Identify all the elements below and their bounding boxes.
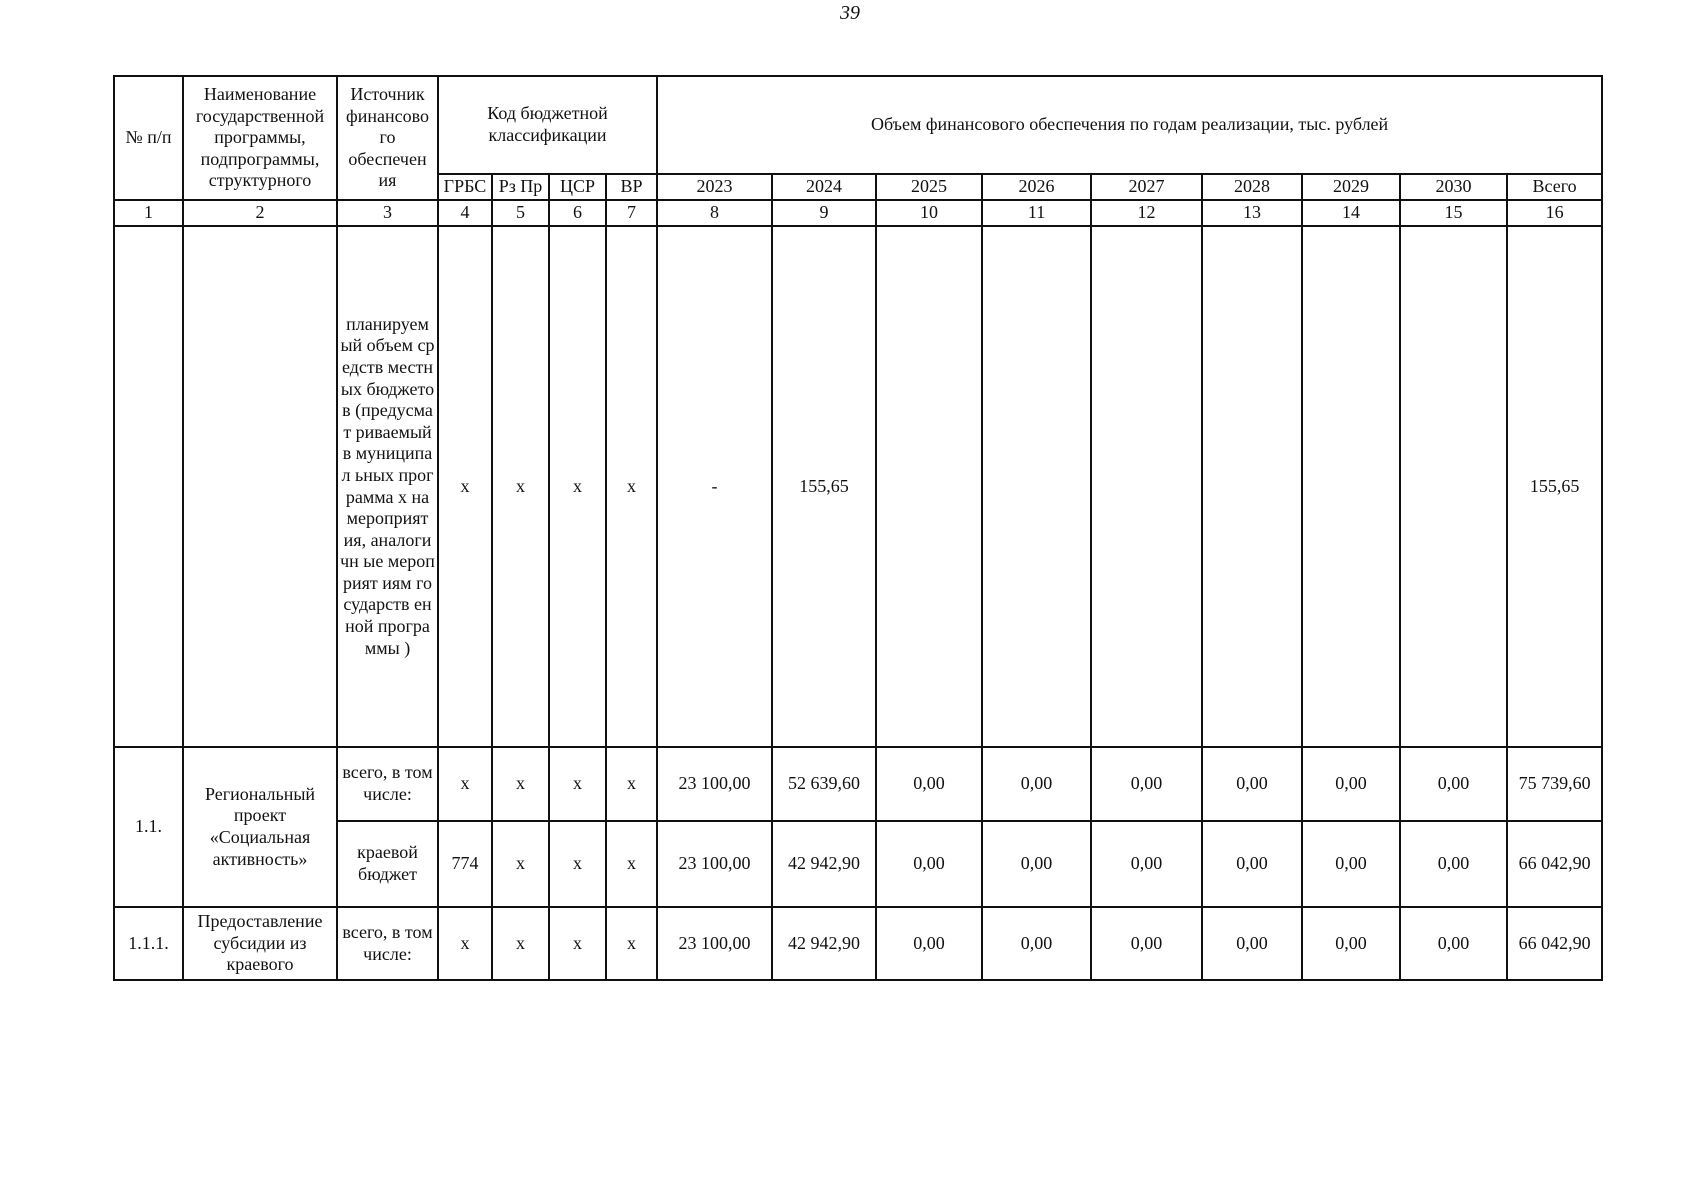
row-csr: x: [549, 747, 606, 821]
row-csr: x: [549, 907, 606, 980]
row-value-2025: 0,00: [876, 747, 982, 821]
header-grbs: ГРБС: [438, 174, 492, 200]
column-number: 16: [1507, 200, 1602, 226]
table-row: [114, 821, 1602, 907]
row-value-2024: 52 639,60: [772, 747, 876, 821]
row-value-2023: -: [657, 226, 772, 747]
row-num: [114, 226, 183, 747]
row-num: 1.1.: [114, 747, 183, 907]
page-number: 39: [840, 2, 860, 24]
row-value-2028: 0,00: [1202, 907, 1302, 980]
row-rzpr: x: [492, 907, 549, 980]
column-number: 2: [183, 200, 337, 226]
row-value-2026: [982, 226, 1091, 747]
row-value-2029: [1302, 226, 1400, 747]
row-grbs: 774: [438, 821, 492, 907]
row-value-2028: [1202, 226, 1302, 747]
row-value-2028: 0,00: [1202, 747, 1302, 821]
header-kbk: Код бюджетной классификации: [438, 76, 657, 174]
column-number: 11: [982, 200, 1091, 226]
row-num: 1.1.1.: [114, 907, 183, 980]
header-row: [114, 76, 1602, 174]
row-value-2027: 0,00: [1091, 747, 1202, 821]
header-volume: Объем финансового обеспечения по годам реализации, тыс. рублей: [657, 76, 1602, 174]
row-vr: x: [606, 226, 657, 747]
header-rzpr: Рз Пр: [492, 174, 549, 200]
row-source: планируем ый объем средств местных бюджетов (предусмат риваемый в муниципал ьных программа х на мероприят ия, аналогичн ые мероприят иям государств енной программы ): [337, 226, 438, 747]
column-number: 3: [337, 200, 438, 226]
header-csr: ЦСР: [549, 174, 606, 200]
column-number: 8: [657, 200, 772, 226]
header-vr: ВР: [606, 174, 657, 200]
row-name: [183, 226, 337, 747]
row-vr: x: [606, 907, 657, 980]
row-value-2027: 0,00: [1091, 907, 1202, 980]
row-csr: x: [549, 226, 606, 747]
row-value-2029: 0,00: [1302, 747, 1400, 821]
row-rzpr: x: [492, 747, 549, 821]
header-total: Всего: [1507, 174, 1602, 200]
row-value-2030: 0,00: [1400, 821, 1507, 907]
header-year-2029: 2029: [1302, 174, 1400, 200]
row-source: краевой бюджет: [337, 821, 438, 907]
row-source: всего, в том числе:: [337, 747, 438, 821]
row-name: Предоставление субсидии из краевого: [183, 907, 337, 980]
row-value-2023: 23 100,00: [657, 907, 772, 980]
row-value-2030: 0,00: [1400, 747, 1507, 821]
column-number: 7: [606, 200, 657, 226]
column-number: 1: [114, 200, 183, 226]
header-year-2023: 2023: [657, 174, 772, 200]
header-year-2030: 2030: [1400, 174, 1507, 200]
row-value-2030: 0,00: [1400, 907, 1507, 980]
row-vr: x: [606, 747, 657, 821]
row-value-2025: 0,00: [876, 907, 982, 980]
row-value-2025: [876, 226, 982, 747]
header-year-2026: 2026: [982, 174, 1091, 200]
row-value-2029: 0,00: [1302, 821, 1400, 907]
row-total: 75 739,60: [1507, 747, 1602, 821]
header-year-2027: 2027: [1091, 174, 1202, 200]
row-grbs: x: [438, 907, 492, 980]
budget-table: [113, 75, 1603, 981]
row-grbs: x: [438, 747, 492, 821]
row-value-2025: 0,00: [876, 821, 982, 907]
header-name: Наименование государственной программы, подпрограммы, структурного: [183, 76, 337, 200]
header-year-2024: 2024: [772, 174, 876, 200]
table-row: [114, 907, 1602, 980]
row-value-2024: 42 942,90: [772, 907, 876, 980]
row-value-2023: 23 100,00: [657, 821, 772, 907]
row-total: 66 042,90: [1507, 821, 1602, 907]
column-number: 12: [1091, 200, 1202, 226]
row-total: 155,65: [1507, 226, 1602, 747]
column-number: 4: [438, 200, 492, 226]
column-number: 5: [492, 200, 549, 226]
row-value-2024: 155,65: [772, 226, 876, 747]
row-rzpr: x: [492, 226, 549, 747]
row-value-2027: [1091, 226, 1202, 747]
row-vr: x: [606, 821, 657, 907]
column-number: 13: [1202, 200, 1302, 226]
header-year-2028: 2028: [1202, 174, 1302, 200]
header-num: № п/п: [114, 76, 183, 200]
row-value-2029: 0,00: [1302, 907, 1400, 980]
column-number: 10: [876, 200, 982, 226]
row-value-2023: 23 100,00: [657, 747, 772, 821]
row-value-2024: 42 942,90: [772, 821, 876, 907]
row-rzpr: x: [492, 821, 549, 907]
row-total: 66 042,90: [1507, 907, 1602, 980]
column-number: 14: [1302, 200, 1400, 226]
column-number-row: [114, 200, 1602, 226]
row-value-2030: [1400, 226, 1507, 747]
header-year-2025: 2025: [876, 174, 982, 200]
column-number: 9: [772, 200, 876, 226]
header-source: Источник финансово го обеспечен ия: [337, 76, 438, 200]
row-name: Региональный проект «Социальная активность»: [183, 747, 337, 907]
row-source: всего, в том числе:: [337, 907, 438, 980]
row-value-2026: 0,00: [982, 747, 1091, 821]
column-number: 6: [549, 200, 606, 226]
row-grbs: x: [438, 226, 492, 747]
row-value-2026: 0,00: [982, 821, 1091, 907]
row-value-2027: 0,00: [1091, 821, 1202, 907]
table-row: [114, 226, 1602, 747]
row-value-2028: 0,00: [1202, 821, 1302, 907]
row-csr: x: [549, 821, 606, 907]
row-value-2026: 0,00: [982, 907, 1091, 980]
column-number: 15: [1400, 200, 1507, 226]
table-row: [114, 747, 1602, 821]
